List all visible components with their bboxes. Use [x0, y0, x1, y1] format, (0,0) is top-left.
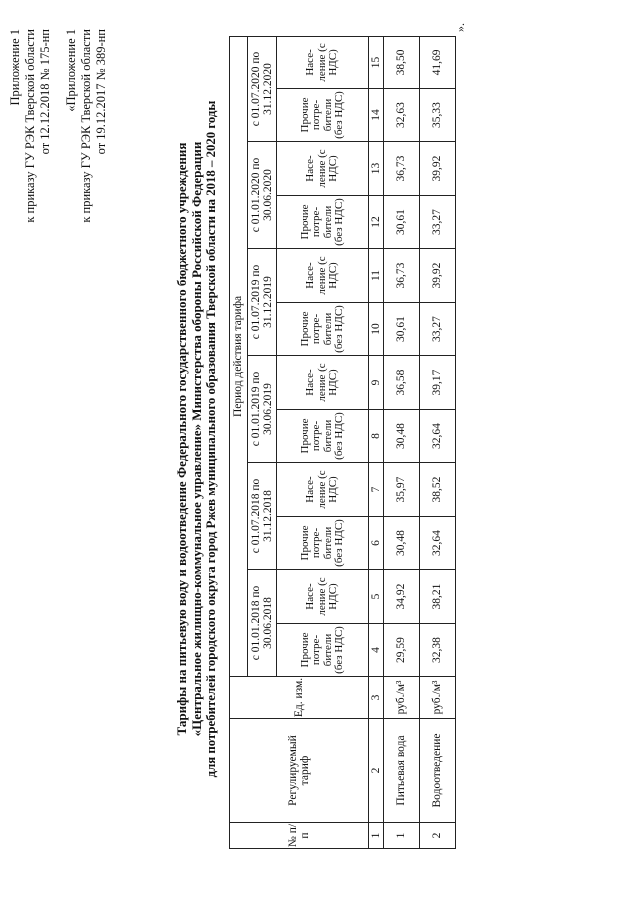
header-consumer-other: Прочие потре- бители (без НДС): [277, 303, 369, 356]
period-header: с 01.01.2018 по 30.06.2018: [248, 570, 277, 677]
tariff-value: 32,63: [384, 89, 420, 142]
column-number: 3: [369, 677, 384, 719]
appendix-header-previous: [64, 29, 109, 223]
column-number: 15: [369, 36, 384, 88]
tariff-value: 32,64: [420, 517, 456, 570]
order-ref: к приказу ГУ РЭК Тверской области: [79, 29, 93, 223]
column-number: 5: [369, 570, 384, 624]
title-line: «Центральное жилищно-коммунальное управление» Министерства обороны Российской Федерации: [188, 141, 204, 737]
row-tariff-name: Питьевая вода: [384, 719, 420, 823]
column-number: 11: [369, 249, 384, 303]
tariff-value: 39,17: [420, 356, 456, 410]
tariff-value: 30,61: [384, 196, 420, 249]
period-header: с 01.01.2019 по 30.06.2019: [248, 356, 277, 463]
tariff-value: 38,50: [384, 36, 420, 88]
column-number-row: [369, 36, 384, 848]
period-header: с 01.07.2020 по 31.12.2020: [248, 36, 277, 141]
header-consumer-other: Прочие потре- бители (без НДС): [277, 89, 369, 142]
appendix-header-current: [8, 29, 53, 223]
tariff-value: 36,73: [384, 142, 420, 196]
appendix-label: Приложение 1: [8, 29, 22, 106]
column-number: 12: [369, 196, 384, 249]
tariff-value: 30,48: [384, 517, 420, 570]
tariff-value: 30,61: [384, 303, 420, 356]
header-consumer-population: Насе- ление (с НДС): [277, 142, 369, 196]
header-col-tariff: Регулируемый тариф: [230, 719, 369, 823]
period-header: с 01.07.2018 по 31.12.2018: [248, 463, 277, 570]
tariff-value: 29,59: [384, 624, 420, 677]
tariff-value: 36,58: [384, 356, 420, 410]
tariff-value: 30,48: [384, 410, 420, 463]
tariff-value: 41,69: [420, 36, 456, 88]
tariff-value: 34,92: [384, 570, 420, 624]
tariff-value: 33,27: [420, 303, 456, 356]
column-number: 13: [369, 142, 384, 196]
tariff-value: 39,92: [420, 142, 456, 196]
tariff-value: 33,27: [420, 196, 456, 249]
tariff-value: 38,21: [420, 570, 456, 624]
column-number: 4: [369, 624, 384, 677]
row-tariff-name: Водоотведение: [420, 719, 456, 823]
table-row: [420, 36, 456, 848]
period-header: с 01.01.2020 по 30.06.2020: [248, 142, 277, 249]
column-number: 9: [369, 356, 384, 410]
row-number: 2: [420, 823, 456, 849]
table-row: [384, 36, 420, 848]
tariff-value: 32,38: [420, 624, 456, 677]
header-consumer-other: Прочие потре- бители (без НДС): [277, 410, 369, 463]
header-period: Период действия тарифа: [230, 36, 248, 676]
period-header: с 01.07.2019 по 31.12.2019: [248, 249, 277, 356]
header-consumer-other: Прочие потре- бители (без НДС): [277, 196, 369, 249]
column-number: 7: [369, 463, 384, 517]
header-consumer-population: Насе- ление (с НДС): [277, 356, 369, 410]
tariff-value: 39,92: [420, 249, 456, 303]
column-number: 1: [369, 823, 384, 849]
title-line: для потребителей городского округа город Ржев муниципального образования Тверской области на 2018 – 2020 годы: [204, 100, 218, 778]
column-number: 10: [369, 303, 384, 356]
column-number: 8: [369, 410, 384, 463]
header-col-unit: Ед. изм.: [230, 677, 369, 719]
appendix-label: «Приложение 1: [64, 29, 78, 112]
header-consumer-other: Прочие потре- бители (без НДС): [277, 517, 369, 570]
tariff-value: 32,64: [420, 410, 456, 463]
row-unit: руб./м³: [384, 677, 420, 719]
header-col-no: № п/п: [230, 823, 369, 849]
column-number: 6: [369, 517, 384, 570]
tariff-value: 35,97: [384, 463, 420, 517]
tariff-value: 38,52: [420, 463, 456, 517]
header-consumer-population: Насе- ление (с НДС): [277, 463, 369, 517]
header-consumer-population: Насе- ление (с НДС): [277, 36, 369, 88]
tariff-value: 36,73: [384, 249, 420, 303]
tariff-value: 35,33: [420, 89, 456, 142]
closing-quote-mark: ».: [453, 23, 467, 32]
order-ref: к приказу ГУ РЭК Тверской области: [23, 29, 37, 223]
order-date: от 12.12.2018 № 175-нп: [38, 29, 52, 155]
row-number: 1: [384, 823, 420, 849]
document-title: [175, 54, 219, 824]
title-line: Тарифы на питьевую воду и водоотведение Федерального государственного бюджетного учреждения: [174, 142, 189, 736]
column-number: 14: [369, 89, 384, 142]
order-date: от 19.12.2017 № 389-нп: [94, 29, 108, 155]
header-consumer-population: Насе- ление (с НДС): [277, 570, 369, 624]
header-consumer-other: Прочие потре- бители (без НДС): [277, 624, 369, 677]
header-consumer-population: Насе- ление (с НДС): [277, 249, 369, 303]
column-number: 2: [369, 719, 384, 823]
tariff-table: [229, 36, 456, 849]
row-unit: руб./м³: [420, 677, 456, 719]
